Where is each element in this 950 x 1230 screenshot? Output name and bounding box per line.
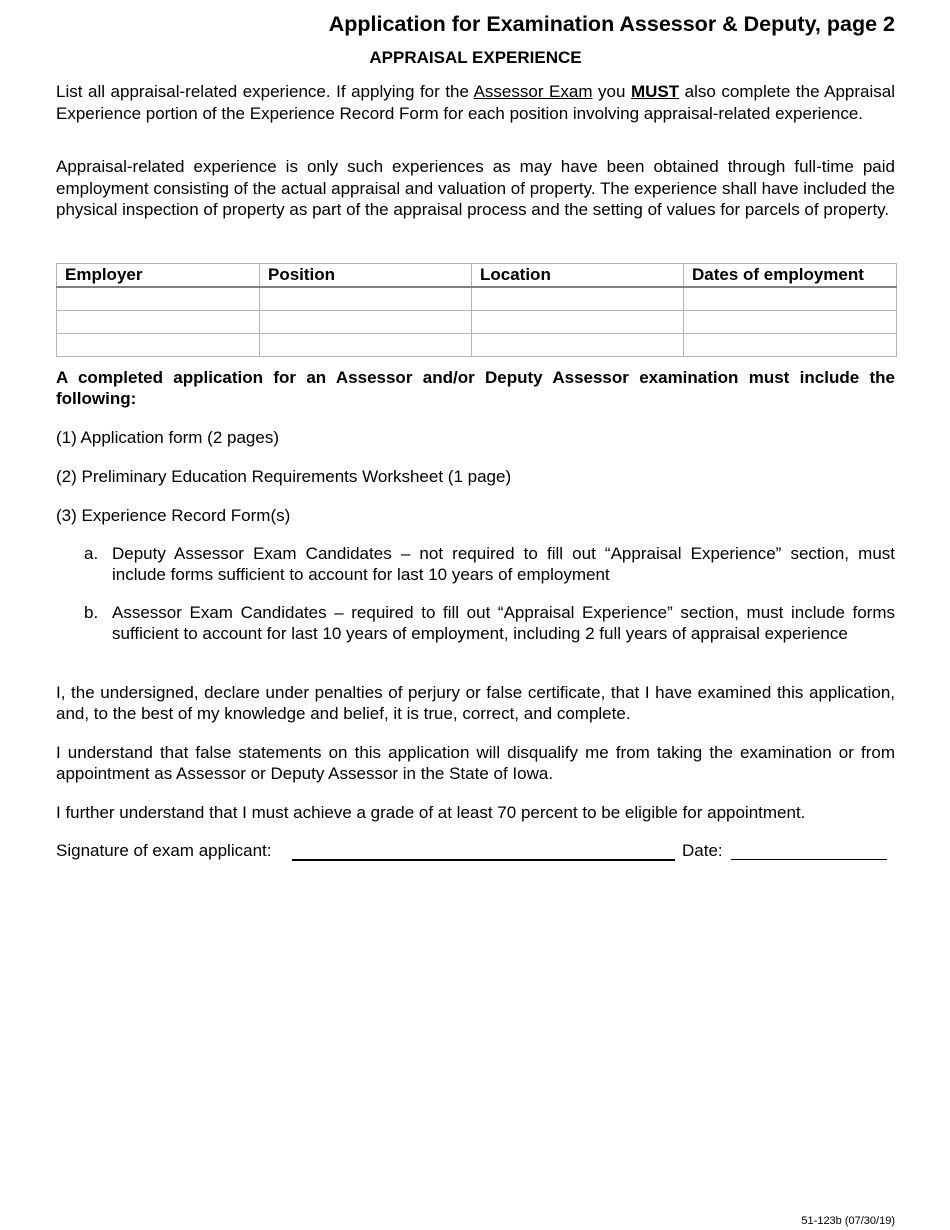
subitem-text-a: Deputy Assessor Exam Candidates – not required to fill out “Appraisal Experience” section, must include forms sufficient to account for last 10 years of employment <box>112 544 895 584</box>
page-title: Application for Examination Assessor & Deputy, page 2 <box>328 12 895 36</box>
declaration-false-statements: I understand that false statements on this application will disqualify me from taking the examination or from appointment as Assessor or Deputy Assessor in the State of Iowa. <box>56 743 895 783</box>
col-header-location: Location <box>472 264 684 288</box>
location-cell[interactable] <box>472 287 684 311</box>
position-cell[interactable] <box>260 287 472 311</box>
location-cell[interactable] <box>472 334 684 357</box>
table-header-row <box>57 264 897 288</box>
subitem-marker-a: a. <box>84 544 99 563</box>
dates-cell[interactable] <box>684 287 897 311</box>
intro-text-before: List all appraisal-related experience. If applying for the <box>56 82 474 101</box>
table-row <box>57 311 897 334</box>
appraisal-experience-table <box>56 263 897 357</box>
employer-cell[interactable] <box>57 334 260 357</box>
requirement-subitem-a <box>84 544 895 585</box>
intro-paragraph-2: Appraisal-related experience is only such experiences as may have been obtained through full-time paid employment consisting of the actual appraisal and valuation of property. The experience shall have included the physical inspection of property as part of the appraisal process and the setting of values for parcels of property. <box>56 157 895 219</box>
signature-row <box>56 841 895 865</box>
signature-label: Signature of exam applicant: <box>56 841 272 860</box>
requirement-subitem-b <box>84 603 895 644</box>
date-label: Date: <box>682 841 723 860</box>
subitem-text-b: Assessor Exam Candidates – required to fill out “Appraisal Experience” section, must include forms sufficient to account for last 10 years of employment, including 2 full years of appraisal experience <box>112 603 895 643</box>
declaration-perjury: I, the undersigned, declare under penalties of perjury or false certificate, that I have examined this application, and, to the best of my knowledge and belief, it is true, correct, and complete. <box>56 683 895 723</box>
requirement-item-2: (2) Preliminary Education Requirements Worksheet (1 page) <box>56 467 512 486</box>
col-header-dates: Dates of employment <box>684 264 897 288</box>
must-emphasis: MUST <box>630 82 680 101</box>
table-row <box>57 334 897 357</box>
subitem-marker-b: b. <box>84 603 99 622</box>
requirement-item-3: (3) Experience Record Form(s) <box>56 506 291 525</box>
form-number: 51-123b (07/30/19) <box>801 1215 895 1227</box>
col-header-position: Position <box>260 264 472 288</box>
employer-cell[interactable] <box>57 287 260 311</box>
requirement-item-1: (1) Application form (2 pages) <box>56 428 279 447</box>
position-cell[interactable] <box>260 334 472 357</box>
intro-paragraph-1 <box>56 81 895 124</box>
section-title: APPRAISAL EXPERIENCE <box>369 48 582 67</box>
signature-field[interactable] <box>292 859 675 861</box>
declaration-grade: I further understand that I must achieve a grade of at least 70 percent to be eligible for appointment. <box>56 803 806 822</box>
requirements-heading: A completed application for an Assessor and/or Deputy Assessor examination must include the following: <box>56 368 895 408</box>
date-field[interactable] <box>731 859 887 860</box>
dates-cell[interactable] <box>684 334 897 357</box>
col-header-employer: Employer <box>57 264 260 288</box>
employer-cell[interactable] <box>57 311 260 334</box>
dates-cell[interactable] <box>684 311 897 334</box>
assessor-exam-text: Assessor Exam <box>473 82 593 101</box>
intro-text-after: also complete the Appraisal Experience portion of the Experience Record Form for each position involving appraisal-related experience. <box>56 82 896 123</box>
position-cell[interactable] <box>260 311 472 334</box>
intro-text-middle: you <box>592 82 631 101</box>
location-cell[interactable] <box>472 311 684 334</box>
table-row <box>57 287 897 311</box>
